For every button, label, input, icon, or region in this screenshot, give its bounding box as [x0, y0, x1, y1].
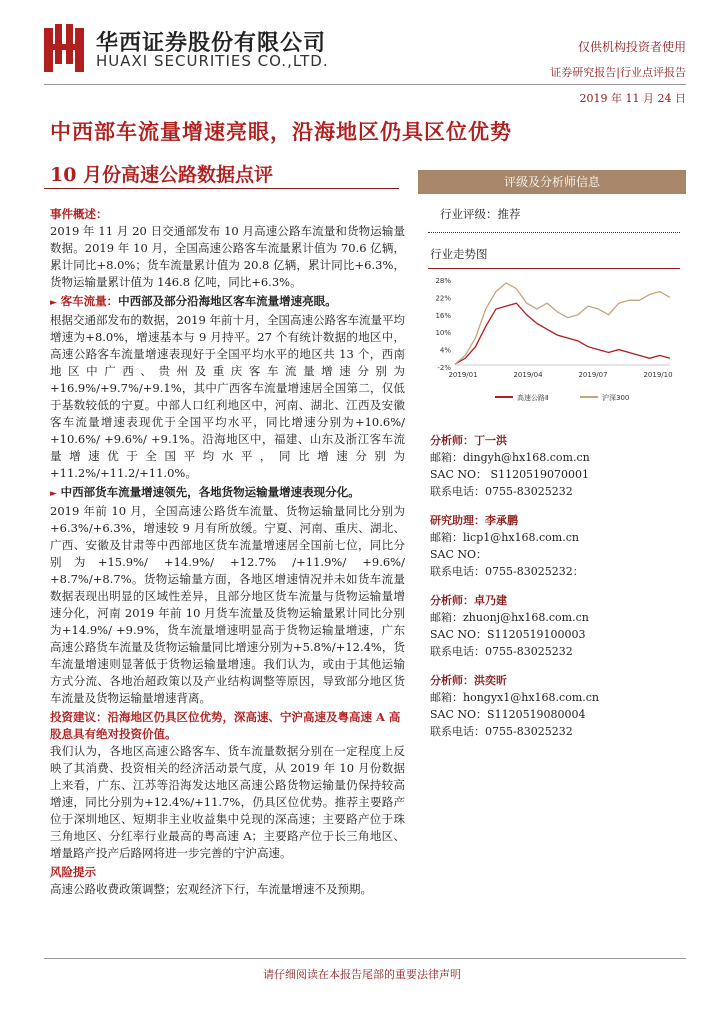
trend-divider: [428, 268, 680, 269]
analyst-phone: 联系电话：0755-83025232: [430, 485, 573, 498]
rating-divider: [428, 232, 680, 233]
analyst-role: 分析师：洪奕昕: [430, 674, 507, 687]
y-tick-label: -2%: [437, 364, 451, 372]
y-tick-label: 22%: [435, 294, 451, 303]
analyst-card: [430, 432, 680, 500]
analyst-phone: 联系电话：0755-83025232: [430, 645, 573, 658]
x-tick-label: 2019/04: [513, 371, 543, 379]
analyst-list: [430, 432, 680, 752]
invest-text: 我们认为，各地区高速公路客车、货车流量数据分别在一定程度上反映了其消费、投资相关的经济活动景气度，从 2019 年 10 月份数据上来看，广东、江苏等沿海发达地区高速公路货物运输量仍保持较高增速，同比分别为+12.4%/+11.7%，仍具区位优势。推荐主要路产位于深圳地区、短期非主业收益集中兑现的深高速；主要路产位于珠三角地区、分红率行业最高的粤高速 A；主要路产位于长三角地区、增量路产投产后路网将进一步完善的宁沪高速。: [50, 744, 405, 860]
section1-text: 根据交通部发布的数据，2019 年前十月，全国高速公路客车流量平均增速为+8.0%，增速基本与 9 月持平。27 个有统计数据的地区中，高速公路客车流量增速表现好于全国平均水平的地区共 13 个，西南地区中广西、贵州及重庆客车流量增速分别为+16.9%/+9.7%/+9.1%，其中广西客车流量增速居全国第二，仅低于基数较低的宁夏。中部人口红利地区中，河南、湖北、江西及安徽客车流量增速表现优于全国平均水平，同比增速分别为+10.6%/ +10.6%/ +9.6%/ +9.1%。沿海地区中，福建、山东及浙江客车流量增速优于全国平均水平，同比增速分别为+11.2%/+11.2/+11.0%。: [50, 313, 405, 480]
x-tick-label: 2019/10: [643, 371, 673, 379]
analyst-email[interactable]: 邮箱：licp1@hx168.com.cn: [430, 531, 579, 544]
analyst-sac: SAC NO：: [430, 548, 488, 561]
analyst-role: 分析师：卓乃建: [430, 594, 507, 607]
y-tick-label: 28%: [435, 277, 451, 285]
event-text: 2019 年 11 月 20 日交通部发布 10 月高速公路车流量和货物运输量数据。2019 年 10 月，全国高速公路客车流量累计值为 70.6 亿辆，累计同比+8.0%；货车流量累计值为 20.8 亿辆，累计同比+6.3%，货物运输量累计值为 146.8 亿吨，同比+6.3%。: [50, 224, 405, 289]
page-title: 中西部车流量增速亮眼，沿海地区仍具区位优势: [50, 119, 512, 144]
subtitle-divider: [44, 188, 399, 189]
section1-label: 客车流量：: [60, 294, 119, 308]
section1-heading: 中西部及部分沿海地区客车流量增速亮眼。: [118, 294, 337, 308]
section2-heading: 中西部货车流量增速领先，各地货物运输量增速表现分化。: [60, 485, 360, 499]
x-tick-label: 2019/07: [578, 371, 608, 379]
trend-chart-title: 行业走势图: [430, 247, 488, 261]
risk-text: 高速公路收费政策调整；宏观经济下行，车流量增速不及预期。: [50, 882, 372, 896]
risk-heading: 风险提示: [50, 865, 96, 879]
x-tick-label: 2019/01: [448, 371, 478, 379]
main-column: [50, 206, 405, 898]
section2-text: 2019 年前 10 月，全国高速公路货车流量、货物运输量同比分别为+6.3%/+6.3%，增速较 9 月有所放缓。宁夏、河南、重庆、湖北、广西、安徽及甘肃等中西部地区货车流量增速居全国前七位，同比分别为+15.9%/ +14.9%/ +12.7% /+11.9%/ +9.6%/ +8.7%/+8.7%。货物运输量方面，各地区增速情况并未如货车流量数据表现出明显的区域性差异，且部分地区货车流量与货物运输量增速分化，河南 2019 年前 10 月货车流量及货物运输量累计同比分别为+14.9%/ +9.9%，货车流量增速明显高于货物运输量增速，广东高速公路货车流量及货物运输量同比增速分别为+5.8%/+12.4%，货车流量增速则显著低于货物运输量增速。我们认为，或由于其他运输方式分流、各地治超政策以及产业结构调整等原因，导致部分地区货车流量及货物运输量增速背离。: [50, 504, 405, 705]
legend-label: 高速公路Ⅱ: [517, 394, 549, 402]
section-marker-icon: ►: [50, 489, 57, 499]
company-name-cn: 华西证券股份有限公司: [96, 30, 327, 56]
analyst-role: 研究助理：李承鹏: [430, 514, 518, 527]
page-subtitle: 10 月份高速公路数据点评: [50, 164, 274, 186]
analyst-email[interactable]: 邮箱：dingyh@hx168.com.cn: [430, 451, 590, 464]
legend-label: 沪深300: [602, 394, 630, 402]
analyst-email[interactable]: 邮箱：hongyx1@hx168.com.cn: [430, 691, 599, 704]
analyst-card: [430, 672, 680, 740]
section-marker-icon: ►: [50, 298, 57, 308]
report-category: 证券研究报告|行业点评报告: [550, 66, 686, 79]
analyst-card: [430, 592, 680, 660]
company-name-en: HUAXI SECURITIES CO.,LTD.: [96, 52, 329, 70]
audience-note: 仅供机构投资者使用: [577, 40, 686, 54]
y-tick-label: 4%: [439, 346, 451, 355]
industry-rating: 行业评级：推荐: [440, 207, 521, 221]
analyst-email[interactable]: 邮箱：zhuonj@hx168.com.cn: [430, 611, 589, 624]
report-date: 2019 年 11 月 24 日: [579, 92, 686, 105]
trend-chart: [425, 272, 680, 407]
series-line-0: [455, 303, 670, 364]
analyst-sac: SAC NO： S1120519070001: [430, 468, 590, 481]
invest-heading: 投资建议：沿海地区仍具区位优势，深高速、宁沪高速及粤高速 A 高股息具有绝对投资价值。: [50, 710, 401, 741]
analyst-phone: 联系电话：0755-83025232：: [430, 565, 584, 578]
analyst-card: [430, 512, 680, 580]
company-logo: [44, 24, 84, 72]
legal-notice: 请仔细阅读在本报告尾部的重要法律声明: [263, 968, 461, 981]
footer-divider: [44, 958, 686, 959]
analyst-sac: SAC NO：S1120519100003: [430, 628, 586, 641]
header-divider: [44, 84, 686, 85]
event-heading: 事件概述：: [50, 207, 108, 221]
y-tick-label: 10%: [435, 329, 451, 338]
analyst-phone: 联系电话：0755-83025232: [430, 725, 573, 738]
analyst-role: 分析师：丁一洪: [430, 434, 507, 447]
sidebar-header: 评级及分析师信息: [418, 170, 686, 194]
y-tick-label: 16%: [435, 311, 451, 320]
analyst-sac: SAC NO：S1120519080004: [430, 708, 586, 721]
